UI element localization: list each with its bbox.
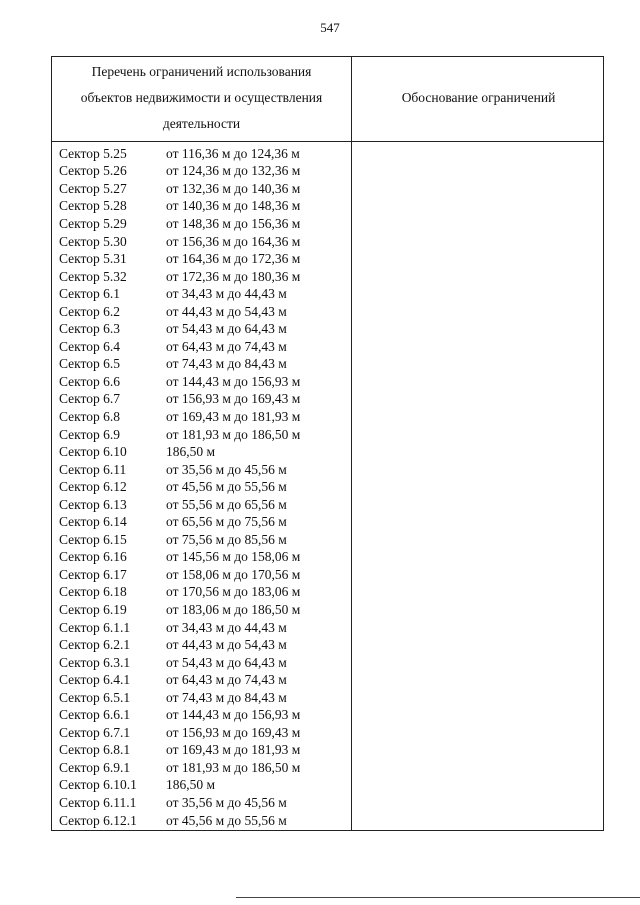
table-row	[59, 619, 349, 637]
height-range: от 54,43 м до 64,43 м	[166, 654, 287, 670]
sector-label: Сектор 5.28	[59, 198, 127, 214]
table-row	[59, 373, 349, 391]
sector-label: Сектор 6.7	[59, 391, 121, 407]
height-range: от 75,56 м до 85,56 м	[166, 531, 287, 547]
height-range: от 35,56 м до 45,56 м	[166, 461, 287, 477]
table-row	[59, 338, 349, 356]
height-range: от 156,93 м до 169,43 м	[166, 724, 301, 740]
height-range: от 45,56 м до 55,56 м	[166, 812, 287, 828]
height-range: от 140,36 м до 148,36 м	[166, 198, 301, 214]
table-row	[59, 163, 349, 181]
sector-label: Сектор 6.11.1	[59, 795, 137, 810]
table-row	[59, 250, 349, 268]
sector-label: Сектор 6.5.1	[59, 689, 131, 705]
header-restrictions-list	[52, 57, 351, 141]
sector-label: Сектор 6.12	[59, 479, 127, 495]
table-row	[59, 636, 349, 654]
sector-label: Сектор 6.5	[59, 356, 121, 372]
height-range: от 64,43 м до 74,43 м	[166, 672, 287, 688]
height-range: от 34,43 м до 44,43 м	[166, 286, 287, 302]
sector-label: Сектор 6.15	[59, 531, 127, 547]
height-range: от 145,56 м до 158,06 м	[166, 549, 301, 565]
sector-label: Сектор 6.4.1	[59, 672, 131, 688]
table-rows	[59, 145, 349, 829]
height-range: от 132,36 м до 140,36 м	[166, 180, 301, 196]
height-range: от 181,93 м до 186,50 м	[166, 426, 301, 442]
sector-label: Сектор 6.3.1	[59, 654, 131, 670]
table-row	[59, 584, 349, 602]
sector-label: Сектор 6.7.1	[59, 724, 131, 740]
table-row	[59, 742, 349, 760]
sector-label: Сектор 6.17	[59, 566, 127, 582]
height-range: от 170,56 м до 183,06 м	[166, 584, 301, 600]
restrictions-table	[51, 56, 604, 831]
table-row	[59, 320, 349, 338]
sector-label: Сектор 6.12.1	[59, 812, 137, 828]
table-row	[59, 601, 349, 619]
sector-label: Сектор 6.10.1	[59, 777, 137, 793]
height-range: от 44,43 м до 54,43 м	[166, 303, 287, 319]
height-range: от 44,43 м до 54,43 м	[166, 637, 287, 653]
height-range: от 156,36 м до 164,36 м	[166, 233, 301, 249]
height-range: от 64,43 м до 74,43 м	[166, 338, 287, 354]
table-row	[59, 794, 349, 812]
table-row	[59, 654, 349, 672]
height-range: от 172,36 м до 180,36 м	[166, 268, 301, 284]
table-row	[59, 356, 349, 374]
table-row	[59, 478, 349, 496]
table-row	[59, 268, 349, 286]
table-row	[59, 566, 349, 584]
header-left-line: деятельности	[162, 116, 241, 131]
height-range: от 55,56 м до 65,56 м	[166, 496, 287, 512]
table-row	[59, 408, 349, 426]
height-range: от 74,43 м до 84,43 м	[166, 689, 287, 705]
sector-label: Сектор 6.6	[59, 373, 121, 389]
height-range: от 34,43 м до 44,43 м	[166, 619, 287, 635]
sector-label: Сектор 6.9	[59, 426, 121, 442]
height-range: от 74,43 м до 84,43 м	[166, 356, 287, 372]
table-row	[59, 426, 349, 444]
header-left-line: объектов недвижимости и осуществления	[80, 90, 323, 105]
sector-label: Сектор 6.13	[59, 496, 127, 512]
height-range: от 164,36 м до 172,36 м	[166, 251, 301, 267]
sector-label: Сектор 6.14	[59, 514, 127, 530]
table-row	[59, 724, 349, 742]
sector-label: Сектор 6.8	[59, 408, 121, 424]
height-range: от 35,56 м до 45,56 м	[166, 795, 287, 810]
table-row	[59, 233, 349, 251]
height-range: от 158,06 м до 170,56 м	[166, 566, 301, 582]
sector-label: Сектор 6.3	[59, 321, 121, 337]
height-range: от 181,93 м до 186,50 м	[166, 759, 301, 775]
sector-label: Сектор 5.29	[59, 215, 127, 231]
sector-label: Сектор 6.9.1	[59, 759, 131, 775]
table-row	[59, 145, 349, 163]
sector-label: Сектор 6.6.1	[59, 707, 131, 723]
sector-label: Сектор 6.1.1	[59, 619, 131, 635]
sector-label: Сектор 6.19	[59, 601, 127, 617]
table-row	[59, 549, 349, 567]
table-row	[59, 215, 349, 233]
page-number: 547	[320, 20, 340, 35]
height-range: от 65,56 м до 75,56 м	[166, 514, 287, 530]
sector-label: Сектор 5.32	[59, 268, 127, 284]
table-row	[59, 812, 349, 830]
height-range: от 148,36 м до 156,36 м	[166, 215, 301, 231]
sector-label: Сектор 6.1	[59, 286, 121, 302]
table-row	[59, 198, 349, 216]
sector-label: Сектор 5.26	[59, 163, 127, 179]
sector-label: Сектор 5.27	[59, 180, 127, 196]
header-justification: Обоснование ограничений	[401, 90, 556, 105]
height-range: от 116,36 м до 124,36 м	[166, 145, 300, 161]
sector-label: Сектор 6.2	[59, 303, 121, 319]
sector-label: Сектор 6.10	[59, 444, 127, 460]
sector-label: Сектор 6.18	[59, 584, 127, 600]
sector-label: Сектор 5.30	[59, 233, 127, 249]
table-row	[59, 777, 349, 795]
header-divider	[52, 141, 603, 142]
sector-label: Сектор 6.4	[59, 338, 121, 354]
table-row	[59, 285, 349, 303]
height-range: 186,50 м	[166, 444, 216, 460]
table-row	[59, 689, 349, 707]
table-row	[59, 531, 349, 549]
header-left-line: Перечень ограничений использования	[91, 64, 312, 79]
height-range: от 169,43 м до 181,93 м	[166, 408, 301, 424]
height-range: от 156,93 м до 169,43 м	[166, 391, 301, 407]
height-range: от 54,43 м до 64,43 м	[166, 321, 287, 337]
sector-label: Сектор 6.11	[59, 461, 127, 477]
sector-label: Сектор 5.25	[59, 145, 127, 161]
sector-label: Сектор 6.8.1	[59, 742, 131, 758]
height-range: от 169,43 м до 181,93 м	[166, 742, 301, 758]
height-range: 186,50 м	[166, 777, 216, 793]
table-row	[59, 391, 349, 409]
height-range: от 183,06 м до 186,50 м	[166, 601, 301, 617]
column-divider	[351, 57, 352, 830]
table-row	[59, 180, 349, 198]
page-bottom-rule	[236, 897, 640, 898]
table-row	[59, 496, 349, 514]
sector-label: Сектор 5.31	[59, 251, 127, 267]
table-row	[59, 303, 349, 321]
sector-label: Сектор 6.2.1	[59, 637, 131, 653]
table-row	[59, 461, 349, 479]
height-range: от 144,43 м до 156,93 м	[166, 373, 301, 389]
table-row	[59, 671, 349, 689]
height-range: от 124,36 м до 132,36 м	[166, 163, 301, 179]
height-range: от 45,56 м до 55,56 м	[166, 479, 287, 495]
table-row	[59, 759, 349, 777]
table-row	[59, 443, 349, 461]
height-range: от 144,43 м до 156,93 м	[166, 707, 301, 723]
sector-label: Сектор 6.16	[59, 549, 127, 565]
table-row	[59, 707, 349, 725]
table-row	[59, 513, 349, 531]
